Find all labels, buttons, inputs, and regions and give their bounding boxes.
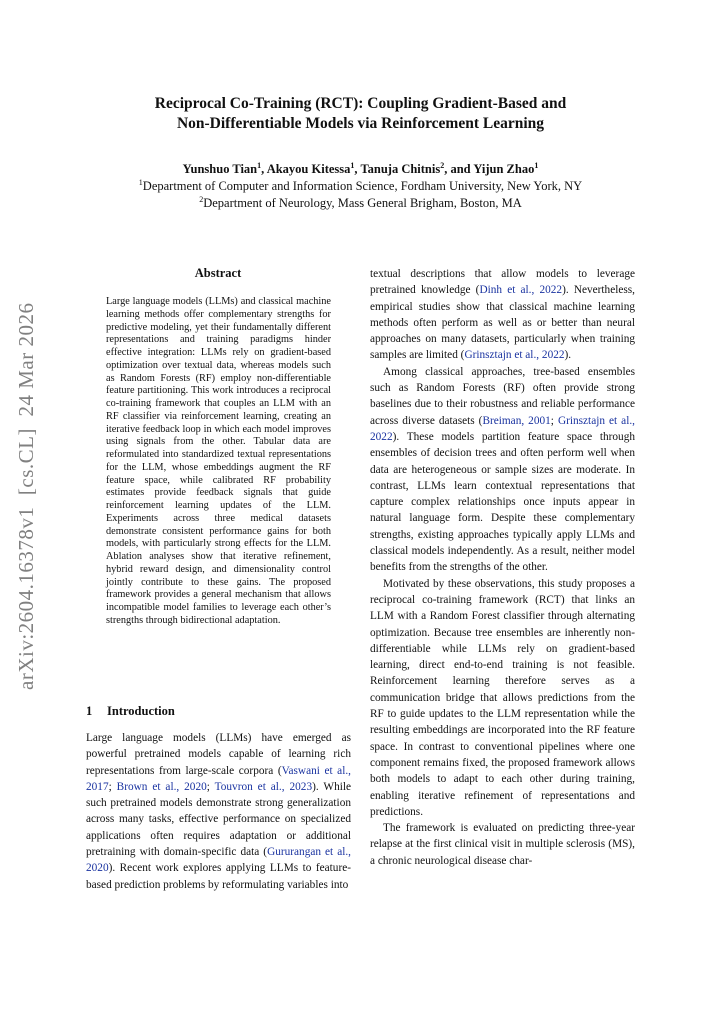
- section-title: Introduction: [107, 704, 175, 718]
- citation-link[interactable]: Grinsztajn et al., 2022: [370, 414, 635, 443]
- citation-link[interactable]: Touvron et al., 2023: [214, 780, 313, 793]
- author-names: Yunshuo Tian$^1$, Akayou Kitessa$^1$, Tanuja Chitnis$^2$, and Yijun Zhao$^1$: [182, 160, 539, 176]
- paragraph: The framework is evaluated on predicting three-year relapse at the first clinical visit in multiple sclerosis (MS), a chronic neurological disease char-: [370, 822, 635, 867]
- abstract-text: Large language models (LLMs) and classical machine learning methods offer complementary strengths for predictive modeling, yet their fundamentally different representations and training paradigms hinder effective integration: LLMs rely on gradient-based optimization over textual data, whereas models such as Random Forests (RF) employ non-differentiable feature partitioning. This work introduces a reciprocal co-training framework that couples an LLM with an RF classifier via reinforcement learning, creating an iterative feedback loop in which each model improves using signals from the other. Tabular data are reformulated into standardized textual representations for the LLM, whose embeddings augment the RF feature space, while calibrated RF probability estimates provide feedback signals that guide reinforcement learning updates of the LLM. Experiments across three medical datasets demonstrate consistent performance gains for both models, with particularly strong effects for the LLM. Ablation analyses show that iterative refinement, hybrid reward design, and dimensionality control jointly contribute to these gains. The proposed framework provides a general mechanism that allows incompatible model families to leverage each other’s strengths through bidirectional adaptation.: [106, 296, 331, 626]
- paragraph: textual descriptions that allow models to leverage pretrained knowledge (Dinh et al., 2022). Nevertheless, empirical studies show that classical machine learning methods often perform as well as or better than neural approaches on many datasets, particularly when training samples are limited (Grinsztajn et al., 2022).: [370, 268, 635, 362]
- citation-link[interactable]: Gururangan et al., 2020: [86, 846, 351, 875]
- author-name: Yunshuo Tian: [182, 162, 258, 176]
- affiliation-mark: 1: [534, 160, 539, 170]
- author-name: Yijun Zhao: [473, 162, 535, 176]
- citation-link[interactable]: Grinsztajn et al., 2022: [464, 349, 565, 362]
- paragraph: Large language models (LLMs) have emerged as powerful pretrained models capable of learning rich representations from large-scale corpora (Vaswani et al., 2017; Brown et al., 2020; Touvron et al., 2023). While such pretrained models demonstrate strong generalization across many tasks, effective performance on specialized applications often requires adaptation or additional pretraining with domain-specific data (Gururangan et al., 2020). Recent work explores applying LLMs to feature-based prediction problems by reformulating variables into: [86, 732, 352, 891]
- affiliation-mark: 2: [440, 160, 445, 170]
- affiliation-2: $^2$Department of Neurology, Mass General Brigham, Boston, MA: [199, 194, 522, 210]
- title-line-1: Reciprocal Co-Training (RCT): Coupling Gradient-Based and: [154, 95, 567, 112]
- right-column-text: [370, 266, 635, 869]
- citation-link[interactable]: Vaswani et al., 2017: [86, 764, 351, 793]
- author-name: Tanuja Chitnis: [360, 162, 441, 176]
- section-number: 1: [86, 704, 93, 718]
- left-column-text: [86, 730, 351, 893]
- citation-link[interactable]: Breiman, 2001: [482, 414, 551, 427]
- affiliation-mark: 1: [350, 160, 355, 170]
- title-line-2: Non-Differentiable Models via Reinforcement Learning: [176, 115, 545, 132]
- paragraph: Motivated by these observations, this study proposes a reciprocal co-training framework (RCT) that links an LLM with a Random Forest classifier through alternating optimization. Because tree ensembles are inherently non-differentiable while LLMs rely on gradient-based learning, direct end-to-end training is not feasible. Reinforcement learning therefore serves as a communication bridge that allows predictions from the RF to guide updates to the LLM representation while the resulting embeddings are incorporated into the RF feature space. In contrast to conventional pipelines where one component remains fixed, the proposed framework allows both models to adapt to each other during training, enabling iterative refinement of representations and predictions.: [370, 577, 635, 818]
- arxiv-identifier: arXiv:2604.16378v1 [cs.CL] 24 Mar 2026: [14, 302, 38, 690]
- citation-link[interactable]: Dinh et al., 2022: [479, 284, 563, 297]
- abstract-heading: Abstract: [194, 266, 242, 280]
- affiliation-mark: 1: [257, 160, 262, 170]
- paragraph: Among classical approaches, tree-based ensembles such as Random Forests (RF) often provide strong baselines due to their robustness and reliable performance across diverse datasets (Breiman, 2001; Grinsztajn et al., 2022). These models partition feature space through ensembles of decision trees and often perform well when data are heterogeneous or sample sizes are moderate. In contrast, LLMs learn contextual representations that capture complex relationships once inputs appear in natural language form. Despite these complementary strengths, existing approaches typically apply LLMs and classical models independently. As a result, neither model benefits from the strengths of the other.: [370, 365, 635, 574]
- paper-title: [60, 94, 661, 134]
- section-heading: [86, 704, 175, 719]
- citation-link[interactable]: Brown et al., 2020: [116, 780, 207, 793]
- author-name: Akayou Kitessa: [266, 162, 351, 176]
- author-block: [60, 161, 661, 212]
- affiliation-1: $^1$Department of Computer and Information Science, Fordham University, New York, NY: [138, 177, 583, 193]
